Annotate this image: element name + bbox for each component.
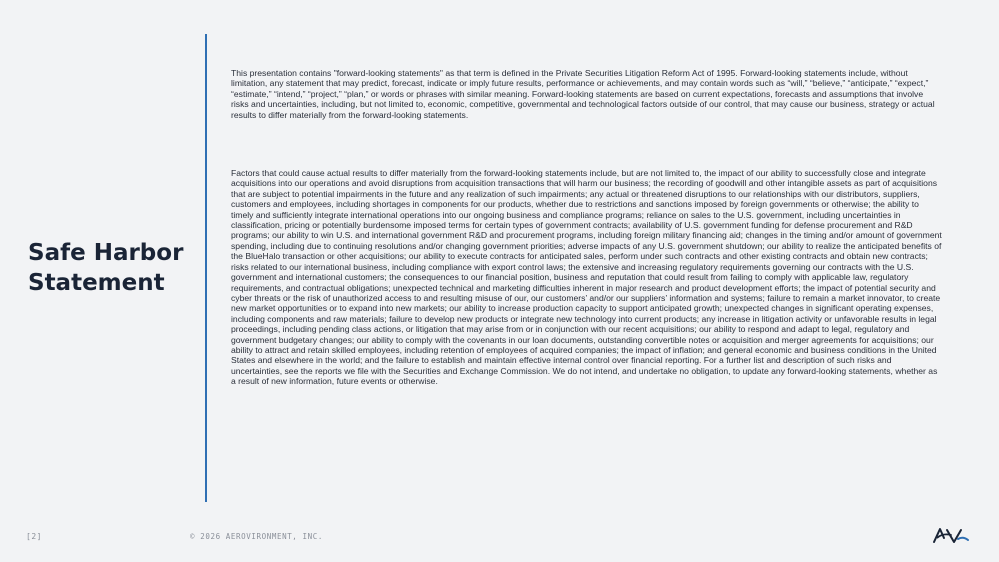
disclaimer-body <box>231 68 943 387</box>
paragraph-risk-factors: Factors that could cause actual results to differ materially from the forward-looking statements include, but are not limited to, the impact of our ability to successfully close and integrate acquisitions into our operations and avoid disruptions from acquisition transactions that will harm our business; the recording of goodwill and other intangible assets as part of acquisitions that are subject to potential impairments in the future and any realization of such impairments; any actual or threatened disruptions to our relationships with our distributors, suppliers, customers and employees, including shortages in components for our products, whether due to restrictions and sanctions imposed by foreign governments or otherwise; the ability to timely and sufficiently integrate international operations into our ongoing business and compliance programs; reliance on sales to the U.S. government, including uncertainties in classification, pricing or potentially burdensome imposed terms for certain types of government contracts; availability of U.S. government funding for defense procurement and R&D programs; our ability to win U.S. and international government R&D and procurement programs, including foreign military financing aid; changes in the timing and/or amount of government spending, including due to continuing resolutions and/or changing government priorities; adverse impacts of any U.S. government shutdown; our ability to realize the anticipated benefits of the BlueHalo transaction or other acquisitions; our ability to execute contracts for anticipated sales, perform under such contracts and other existing contracts and obtain new contracts; risks related to our international business, including compliance with export control laws; the extensive and increasing regulatory requirements governing our contracts with the U.S. government and international customers; the consequences to our financial position, business and reputation that could result from failing to comply with applicable law, regulatory requirements, and contractual obligations; unexpected technical and marketing difficulties inherent in major research and product development efforts; the impact of potential security and cyber threats or the risk of unauthorized access to and resulting misuse of our, our customers’ and/or our suppliers’ information and systems; failure to remain a market innovator, to create new market opportunities or to expand into new markets; our ability to increase production capacity to support anticipated growth; unexpected changes in significant operating expenses, including components and raw materials; failure to develop new products or integrate new technology into current products; any increase in litigation activity or unfavorable results in legal proceedings, including pending class actions, or litigation that may arise from or in conjunction with our recent acquisitions; our ability to respond and adapt to legal, regulatory and government budgetary changes; our ability to comply with the covenants in our loan documents, outstanding convertible notes or acquisition and merger agreements for acquisitions; our ability to attract and retain skilled employees, including retention of employees of acquired companies; the impact of inflation; and general economic and business conditions in the United States and elsewhere in the world; and the failure to establish and maintain effective internal control over financial reporting. For a further list and description of such risks and uncertainties, see the reports we file with the Securities and Exchange Commission. We do not intend, and undertake no obligation, to update any forward-looking statements, whether as a result of new information, future events or otherwise. <box>231 168 942 387</box>
vertical-divider <box>205 34 207 502</box>
copyright-notice: © 2026 AEROVIRONMENT, INC. <box>190 532 323 541</box>
page-title: Safe Harbor Statement <box>28 240 184 296</box>
paragraph-forward-looking: This presentation contains "forward-looking statements" as that term is defined in the Private Securities Litigation Reform Act of 1995. Forward-looking statements include, without limitation, any statement that may predict, forecast, indicate or imply future results, performance or achievements, and may contain words such as “will,” “believe,” “anticipate,” “expect,” “estimate,” “intend,” “project,” “plan,” or words or phrases with similar meaning. Forward-looking statements are based on current expectations, forecasts and assumptions that involve risks and uncertainties, including, but not limited to, economic, competitive, governmental and technological factors outside of our control, that may cause our business, strategy or actual results to differ materially from the forward-looking statements. <box>231 68 935 120</box>
av-logo-icon <box>931 524 971 546</box>
page-number: [2] <box>26 532 42 541</box>
